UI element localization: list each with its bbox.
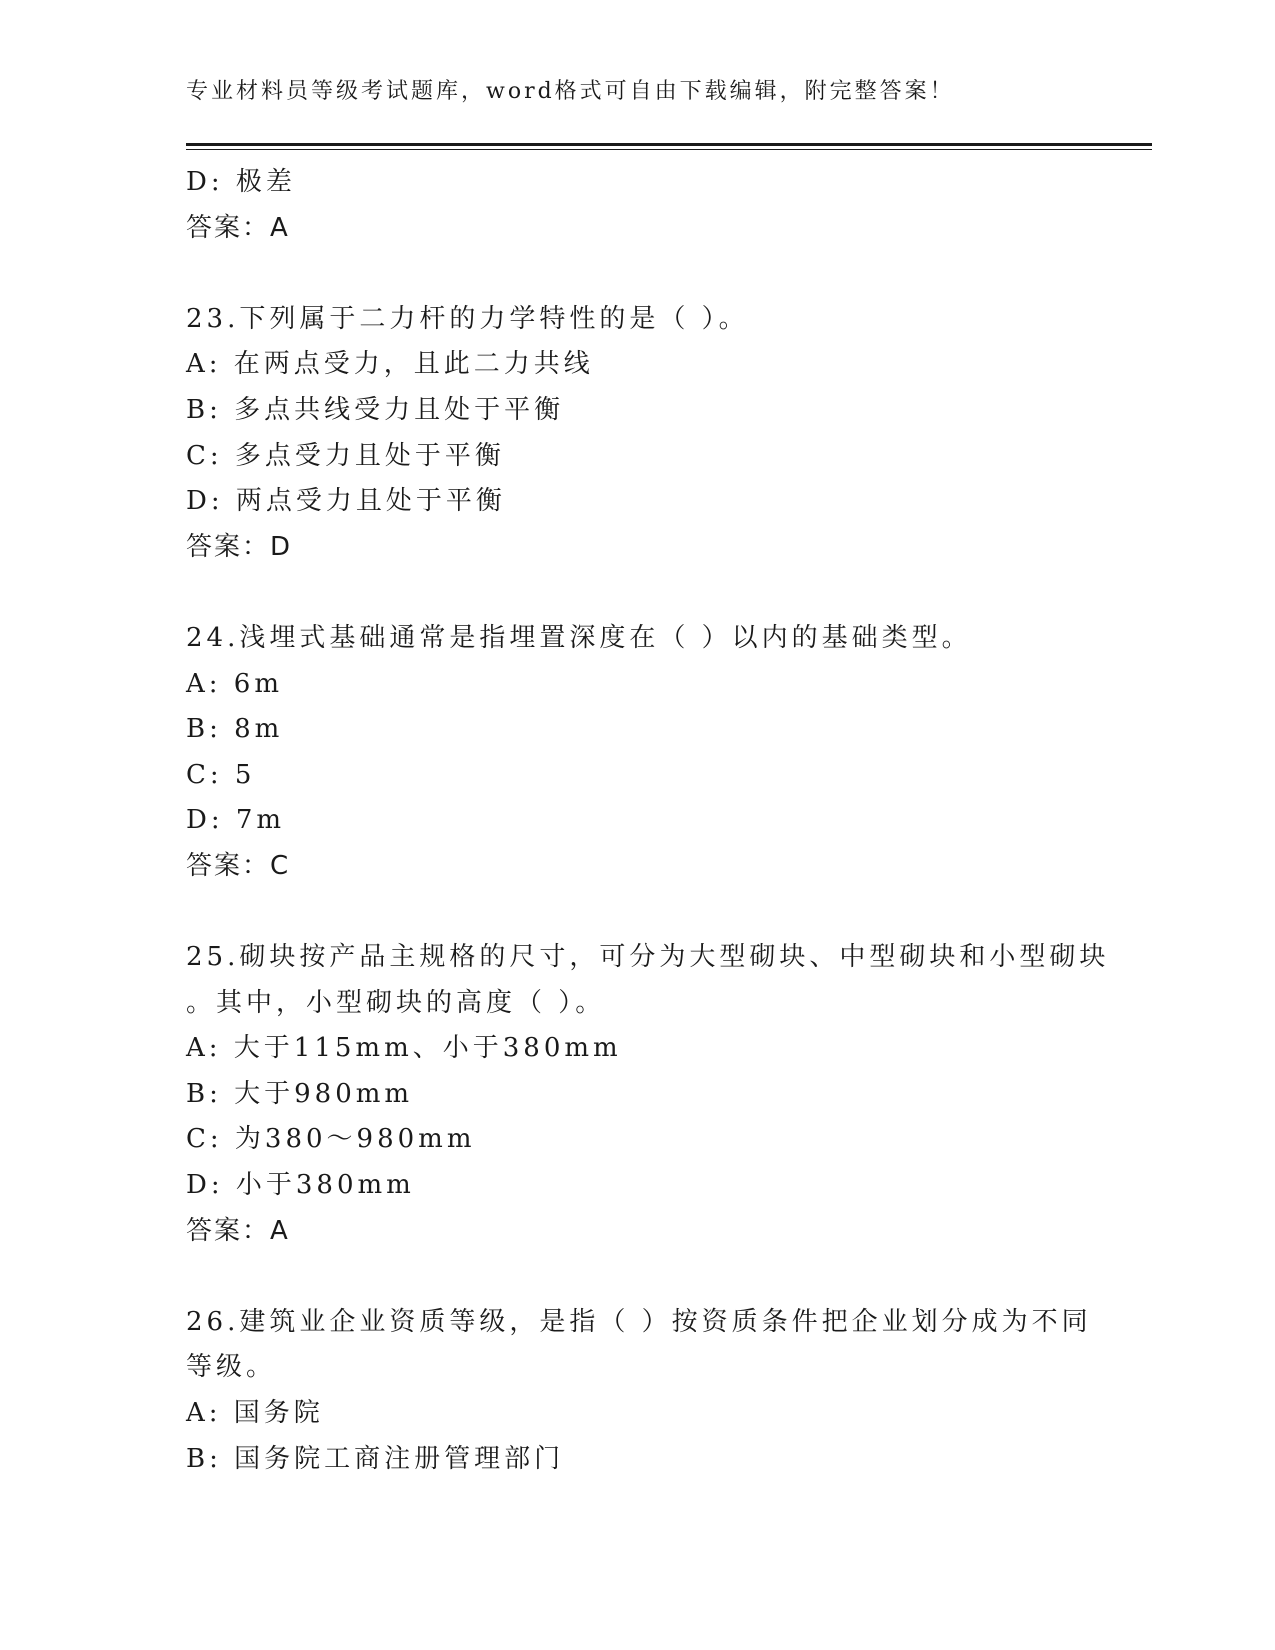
option-a-q23: A: 在两点受力，且此二力共线 — [186, 349, 594, 380]
header-rule-thick — [186, 143, 1152, 146]
option-c-q23: C: 多点受力且处于平衡 — [186, 440, 505, 471]
question-25-cont: 。其中，小型砌块的高度（ ）。 — [186, 987, 606, 1018]
header-rule-thin — [186, 149, 1152, 150]
option-c-q25: C: 为380～980mm — [186, 1124, 476, 1155]
question-25: 25.砌块按产品主规格的尺寸，可分为大型砌块、中型砌块和小型砌块 — [186, 942, 1110, 973]
option-d-q25: D: 小于380mm — [186, 1170, 415, 1201]
option-b-q25: B: 大于980mm — [186, 1078, 414, 1109]
option-d-q22: D: 极差 — [186, 167, 296, 197]
option-a-q26: A: 国务院 — [186, 1398, 324, 1429]
option-a-q24: A: 6m — [186, 668, 283, 699]
answer-q24: 答案：C — [186, 850, 291, 881]
spacer — [186, 890, 1086, 936]
spacer — [186, 570, 1086, 616]
spacer — [186, 251, 1086, 297]
option-c-q24: C: 5 — [186, 759, 256, 790]
option-a-q25: A: 大于115mm、小于380mm — [186, 1033, 622, 1064]
question-26-cont: 等级。 — [186, 1352, 277, 1383]
question-23: 23.下列属于二力杆的力学特性的是（ ）。 — [186, 303, 749, 334]
option-b-q24: B: 8m — [186, 714, 284, 745]
option-d-q23: D: 两点受力且处于平衡 — [186, 486, 506, 517]
page-header: 专业材料员等级考试题库，word格式可自由下载编辑，附完整答案！ — [186, 79, 955, 104]
answer-q23: 答案：D — [186, 531, 293, 562]
question-26: 26.建筑业企业资质等级，是指（ ）按资质条件把企业划分成为不同 — [186, 1306, 1092, 1337]
option-d-q24: D: 7m — [186, 805, 286, 836]
option-b-q23: B: 多点共线受力且处于平衡 — [186, 394, 565, 425]
question-content — [186, 160, 1110, 1482]
spacer — [186, 1254, 1086, 1300]
question-24: 24.浅埋式基础通常是指埋置深度在（ ）以内的基础类型。 — [186, 622, 972, 653]
answer-q22: 答案：A — [186, 212, 290, 243]
answer-q25: 答案：A — [186, 1215, 290, 1246]
option-b-q26: B: 国务院工商注册管理部门 — [186, 1443, 565, 1474]
